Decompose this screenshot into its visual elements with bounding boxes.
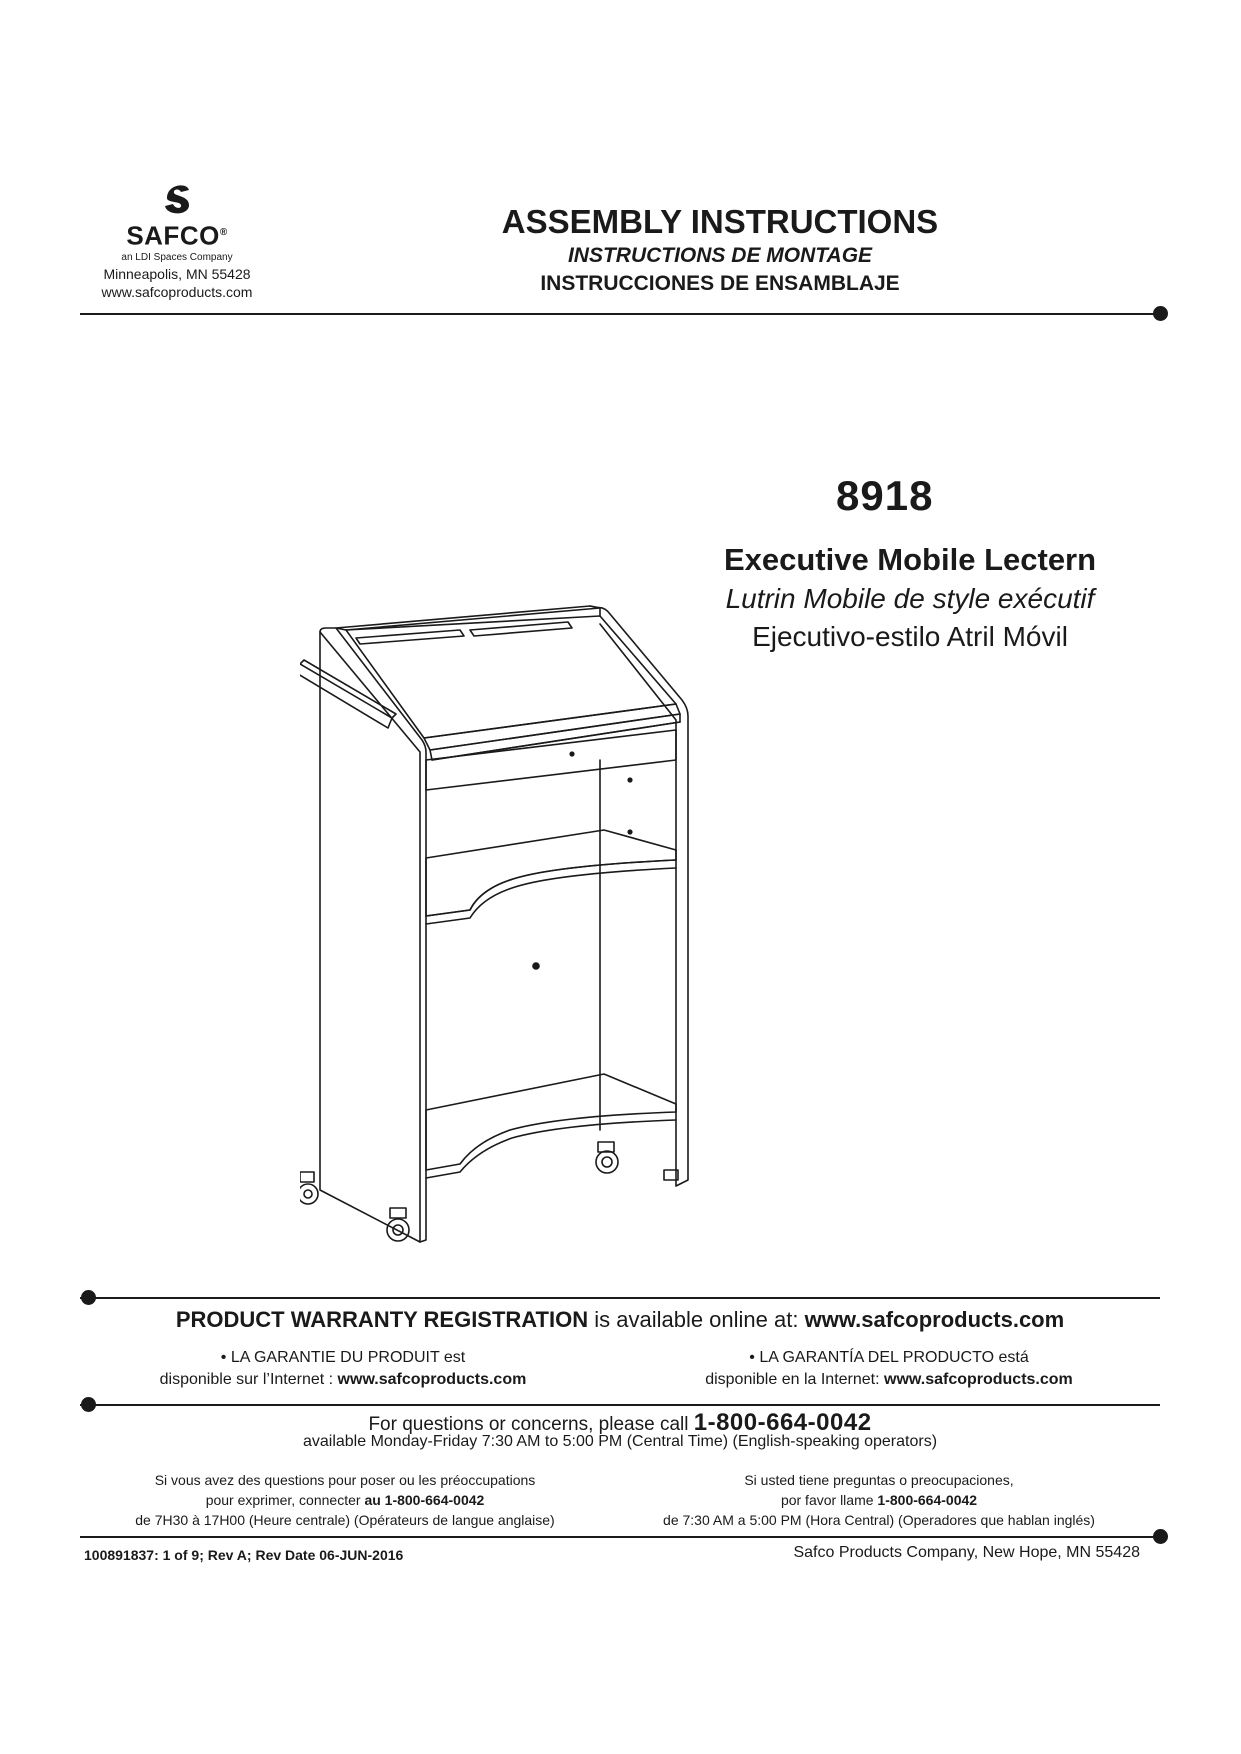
model-number: 8918 — [836, 472, 934, 519]
title-block — [460, 202, 980, 298]
registered-mark: ® — [219, 227, 228, 238]
warranty-url[interactable]: www.safcoproducts.com — [804, 1307, 1065, 1332]
logo-wordmark: SAFCO — [126, 220, 220, 251]
support-hours: available Monday-Friday 7:30 AM to 5:00 PM (Central Time) (English-speaking operators) — [302, 1433, 938, 1450]
product-name-french: Lutrin Mobile de style exécutif — [725, 583, 1095, 614]
support-call-line — [80, 1409, 1160, 1436]
support-phone[interactable]: 1-800-664-0042 — [693, 1409, 872, 1436]
warranty-heading: PRODUCT WARRANTY REGISTRATION — [175, 1307, 589, 1332]
company-address: Safco Products Company, New Hope, MN 55428 — [793, 1544, 1140, 1561]
support-spanish-line1: Si usted tiene preguntas o preocupaciones, — [744, 1472, 1014, 1488]
company-url: www.safcoproducts.com — [101, 283, 253, 300]
warranty-registration-line — [80, 1306, 1160, 1334]
warranty-french-url[interactable]: www.safcoproducts.com — [337, 1371, 527, 1388]
title-english: ASSEMBLY INSTRUCTIONS — [501, 203, 939, 240]
mobile-lectern-illustration — [300, 590, 730, 1270]
company-logo-block — [82, 178, 272, 301]
logo-tagline: an LDI Spaces Company — [121, 251, 233, 263]
warranty-spanish — [664, 1347, 1114, 1391]
warranty-spanish-line1: • LA GARANTÍA DEL PRODUCTO está — [749, 1349, 1029, 1366]
support-divider — [80, 1404, 1160, 1406]
support-spanish-phone[interactable]: 1-800-664-0042 — [877, 1492, 978, 1508]
document-reference: 100891837: 1 of 9; Rev A; Rev Date 06-JUN-2016 — [84, 1547, 404, 1563]
support-spanish-line3: de 7:30 AM a 5:00 PM (Hora Central) (Operadores que hablan inglés) — [663, 1512, 1095, 1528]
warranty-spanish-url[interactable]: www.safcoproducts.com — [884, 1371, 1073, 1388]
support-spanish — [644, 1470, 1114, 1530]
footer-divider — [80, 1536, 1160, 1538]
footer-divider-dot — [1153, 1529, 1168, 1544]
support-french-line1: Si vous avez des questions pour poser ou les préoccupations — [154, 1472, 536, 1488]
support-divider-dot — [81, 1397, 96, 1412]
warranty-divider — [80, 1297, 1160, 1299]
support-french-line3: de 7H30 à 17H00 (Heure centrale) (Opérateurs de langue anglaise) — [135, 1512, 555, 1528]
support-french — [110, 1470, 580, 1530]
support-french-line2: pour exprimer, connecter — [205, 1492, 361, 1508]
header-divider-dot — [1153, 306, 1168, 321]
warranty-french — [118, 1347, 568, 1391]
header-divider — [80, 313, 1160, 315]
product-name-spanish: Ejecutivo-estilo Atril Móvil — [752, 621, 1068, 652]
warranty-divider-dot — [81, 1290, 96, 1305]
warranty-spanish-line2: disponible en la Internet: — [705, 1371, 880, 1388]
company-city: Minneapolis, MN 55428 — [103, 265, 251, 282]
product-name-english: Executive Mobile Lectern — [723, 542, 1097, 577]
support-spanish-line2: por favor llame — [780, 1492, 874, 1508]
title-french: INSTRUCTIONS DE MONTAGE — [567, 244, 873, 267]
safco-s-logo-icon — [157, 178, 197, 218]
title-spanish: INSTRUCCIONES DE ENSAMBLAJE — [540, 272, 900, 295]
support-lead: For questions or concerns, please call — [368, 1414, 689, 1435]
support-french-phone[interactable]: au 1-800-664-0042 — [364, 1492, 485, 1508]
product-name-block — [680, 540, 1140, 656]
warranty-french-line1: • LA GARANTIE DU PRODUIT est — [220, 1349, 466, 1366]
warranty-french-line2: disponible sur l’Internet : — [159, 1371, 334, 1388]
warranty-text: is available online at: — [594, 1307, 799, 1332]
